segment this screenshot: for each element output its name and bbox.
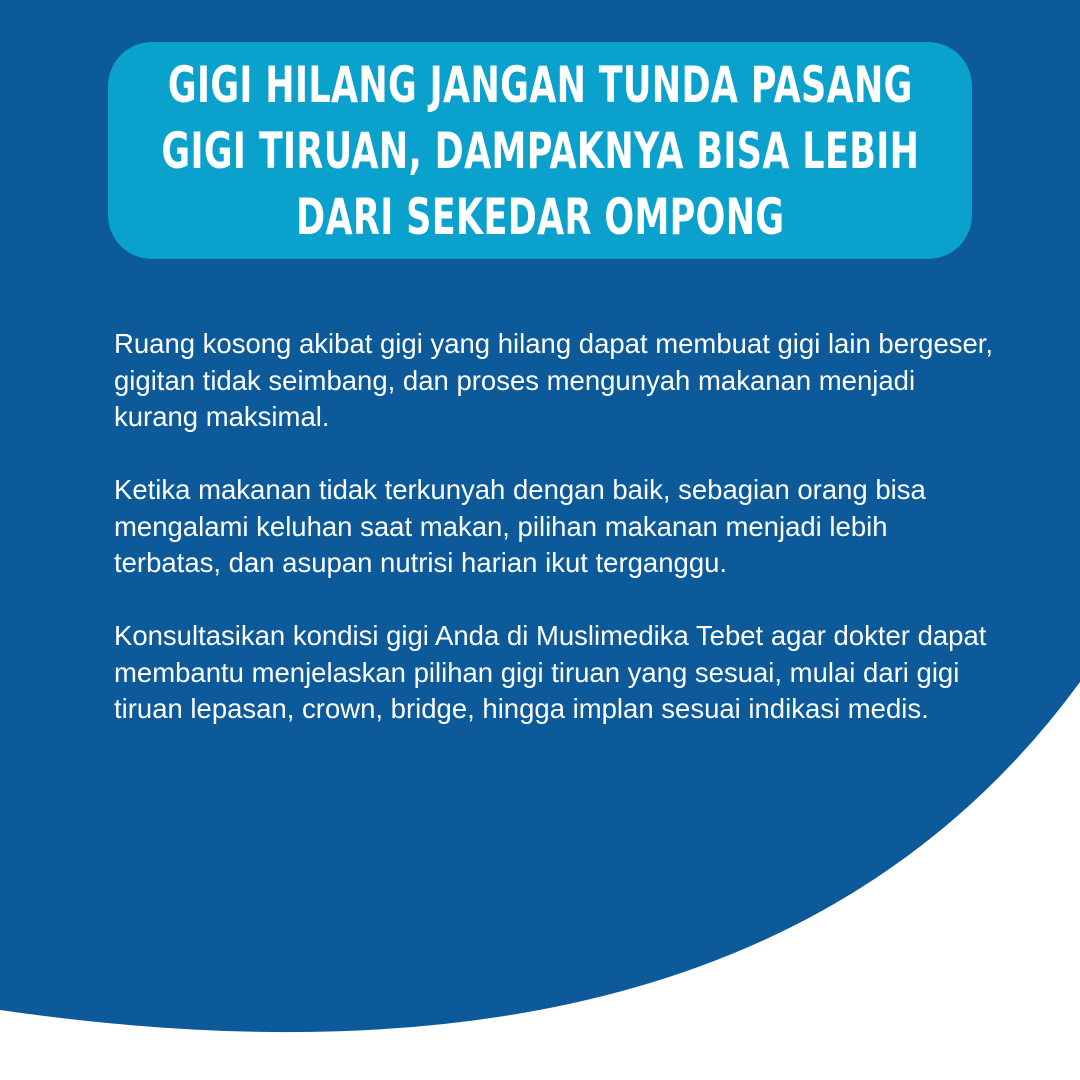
headline-line-2: GIGI TIRUAN, DAMPAKNYA BISA LEBIH xyxy=(161,121,919,180)
body-text xyxy=(114,326,994,728)
paragraph-2: Ketika makanan tidak terkunyah dengan baik, sebagian orang bisa mengalami keluhan saat makan, pilihan makanan menjadi lebih terbatas, dan asupan nutrisi harian ikut terganggu. xyxy=(114,474,926,578)
paragraph-3: Konsultasikan kondisi gigi Anda di Muslimedika Tebet agar dokter dapat membantu menjelaskan pilihan gigi tiruan yang sesuai, mulai dari gigi tiruan lepasan, crown, bridge, hingga implan sesuai indikasi medis. xyxy=(114,620,987,724)
headline-line-3: DARI SEKEDAR OMPONG xyxy=(295,187,785,246)
paragraph-1: Ruang kosong akibat gigi yang hilang dapat membuat gigi lain bergeser, gigitan tidak seimbang, dan proses mengunyah makanan menjadi kurang maksimal. xyxy=(114,328,994,432)
title-banner xyxy=(108,42,972,259)
headline-line-1: GIGI HILANG JANGAN TUNDA PASANG xyxy=(167,55,913,114)
headline xyxy=(161,52,919,250)
